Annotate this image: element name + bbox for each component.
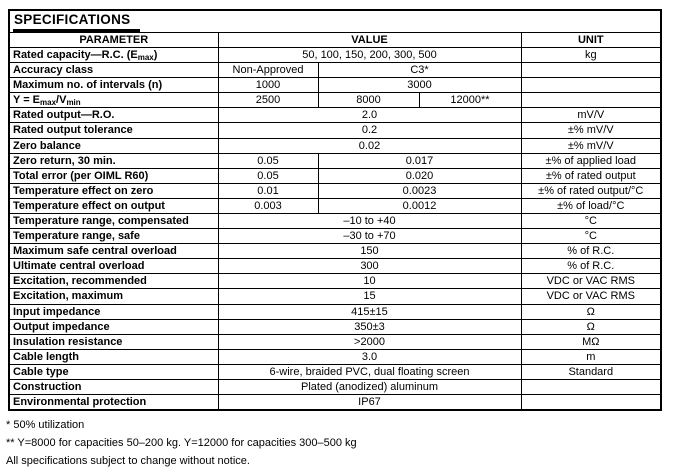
unit-cell: Ω — [521, 304, 661, 319]
param-label: Input impedance — [9, 304, 218, 319]
value-cell: IP67 — [218, 395, 521, 411]
spec-row — [9, 349, 661, 364]
spec-row — [9, 198, 661, 213]
param-label: Rated output tolerance — [9, 123, 218, 138]
value-cell: 415±15 — [218, 304, 521, 319]
unit-cell — [521, 63, 661, 78]
param-label: Cable length — [9, 349, 218, 364]
value-cell: 15 — [218, 289, 521, 304]
value-cell: 0.0023 — [318, 183, 521, 198]
spec-row — [9, 78, 661, 93]
unit-cell — [521, 93, 661, 108]
unit-cell: Standard — [521, 364, 661, 379]
value-cell: 300 — [218, 259, 521, 274]
spec-row — [9, 168, 661, 183]
unit-cell: °C — [521, 229, 661, 244]
value-cell: 2500 — [218, 93, 318, 108]
param-label: Temperature range, compensated — [9, 213, 218, 228]
spec-row — [9, 364, 661, 379]
table-header-row — [9, 32, 661, 47]
spec-row — [9, 395, 661, 411]
param-label: Accuracy class — [9, 63, 218, 78]
param-label: Excitation, recommended — [9, 274, 218, 289]
column-header-parameter: PARAMETER — [9, 32, 218, 47]
value-cell: C3* — [318, 63, 521, 78]
param-label: Insulation resistance — [9, 334, 218, 349]
param-label: Zero return, 30 min. — [9, 153, 218, 168]
unit-cell: °C — [521, 213, 661, 228]
unit-cell — [521, 395, 661, 411]
spec-row — [9, 93, 661, 108]
value-cell: 1000 — [218, 78, 318, 93]
unit-cell: VDC or VAC RMS — [521, 289, 661, 304]
spec-row — [9, 213, 661, 228]
spec-row — [9, 229, 661, 244]
param-label: Maximum no. of intervals (n) — [9, 78, 218, 93]
spec-row — [9, 123, 661, 138]
spec-row — [9, 319, 661, 334]
value-cell: Non-Approved — [218, 63, 318, 78]
value-cell: 50, 100, 150, 200, 300, 500 — [218, 47, 521, 62]
spec-row — [9, 289, 661, 304]
spec-row — [9, 108, 661, 123]
unit-cell: % of R.C. — [521, 259, 661, 274]
param-label: Total error (per OIML R60) — [9, 168, 218, 183]
value-cell: 12000** — [419, 93, 521, 108]
unit-cell: m — [521, 349, 661, 364]
value-cell: 6-wire, braided PVC, dual floating screen — [218, 364, 521, 379]
spec-row — [9, 63, 661, 78]
unit-cell: ±% mV/V — [521, 138, 661, 153]
spec-row — [9, 259, 661, 274]
value-cell: 0.01 — [218, 183, 318, 198]
footnote-utilization: * 50% utilization — [6, 419, 85, 431]
param-label: Zero balance — [9, 138, 218, 153]
unit-cell: ±% of rated output — [521, 168, 661, 183]
param-label: $Y = E_{max}/V_{min}$ — [9, 93, 218, 108]
unit-cell: ±% mV/V — [521, 123, 661, 138]
param-label: Temperature effect on output — [9, 198, 218, 213]
value-cell: 3000 — [318, 78, 521, 93]
spec-row — [9, 183, 661, 198]
unit-cell — [521, 380, 661, 395]
value-cell: Plated (anodized) aluminum — [218, 380, 521, 395]
unit-cell: mV/V — [521, 108, 661, 123]
unit-cell: ±% of rated output/°C — [521, 183, 661, 198]
specifications-table — [8, 9, 662, 411]
value-cell: 0.05 — [218, 168, 318, 183]
param-label: Temperature effect on zero — [9, 183, 218, 198]
value-cell: 3.0 — [218, 349, 521, 364]
unit-cell: ±% of applied load — [521, 153, 661, 168]
footnotes — [6, 419, 357, 472]
param-label: Maximum safe central overload — [9, 244, 218, 259]
value-cell: 2.0 — [218, 108, 521, 123]
column-header-value: VALUE — [218, 32, 521, 47]
value-cell: 0.003 — [218, 198, 318, 213]
spec-row — [9, 138, 661, 153]
param-label: Environmental protection — [9, 395, 218, 411]
unit-cell: ±% of load/°C — [521, 198, 661, 213]
param-label: Excitation, maximum — [9, 289, 218, 304]
spec-row — [9, 304, 661, 319]
table-title-row — [9, 10, 661, 32]
value-cell: 0.017 — [318, 153, 521, 168]
value-cell: 150 — [218, 244, 521, 259]
value-cell: 10 — [218, 274, 521, 289]
spec-row — [9, 334, 661, 349]
value-cell: –10 to +40 — [218, 213, 521, 228]
table-title-cell — [9, 10, 661, 32]
column-header-unit: UNIT — [521, 32, 661, 47]
unit-cell — [521, 78, 661, 93]
unit-cell: MΩ — [521, 334, 661, 349]
value-cell: >2000 — [218, 334, 521, 349]
param-label: Construction — [9, 380, 218, 395]
value-cell: 0.2 — [218, 123, 521, 138]
unit-cell: % of R.C. — [521, 244, 661, 259]
value-cell: 0.02 — [218, 138, 521, 153]
param-label: Cable type — [9, 364, 218, 379]
value-cell: –30 to +70 — [218, 229, 521, 244]
spec-row — [9, 380, 661, 395]
value-cell: 0.020 — [318, 168, 521, 183]
param-label: Rated capacity—R.C. $(E_{max})$ — [9, 47, 218, 62]
spec-row — [9, 244, 661, 259]
footnote-y-values: ** Y=8000 for capacities 50–200 kg. Y=12000 for capacities 300–500 kg — [6, 437, 357, 449]
spec-table-body — [9, 47, 661, 410]
spec-row — [9, 274, 661, 289]
value-cell: 0.05 — [218, 153, 318, 168]
spec-row — [9, 153, 661, 168]
param-label: Ultimate central overload — [9, 259, 218, 274]
table-title: SPECIFICATIONS — [13, 13, 140, 32]
unit-cell: Ω — [521, 319, 661, 334]
value-cell: 8000 — [318, 93, 419, 108]
spec-row — [9, 47, 661, 62]
param-label: Temperature range, safe — [9, 229, 218, 244]
value-cell: 350±3 — [218, 319, 521, 334]
unit-cell: VDC or VAC RMS — [521, 274, 661, 289]
param-label: Output impedance — [9, 319, 218, 334]
unit-cell: kg — [521, 47, 661, 62]
param-label: Rated output—R.O. — [9, 108, 218, 123]
footnote-disclaimer: All specifications subject to change without notice. — [6, 455, 250, 467]
value-cell: 0.0012 — [318, 198, 521, 213]
